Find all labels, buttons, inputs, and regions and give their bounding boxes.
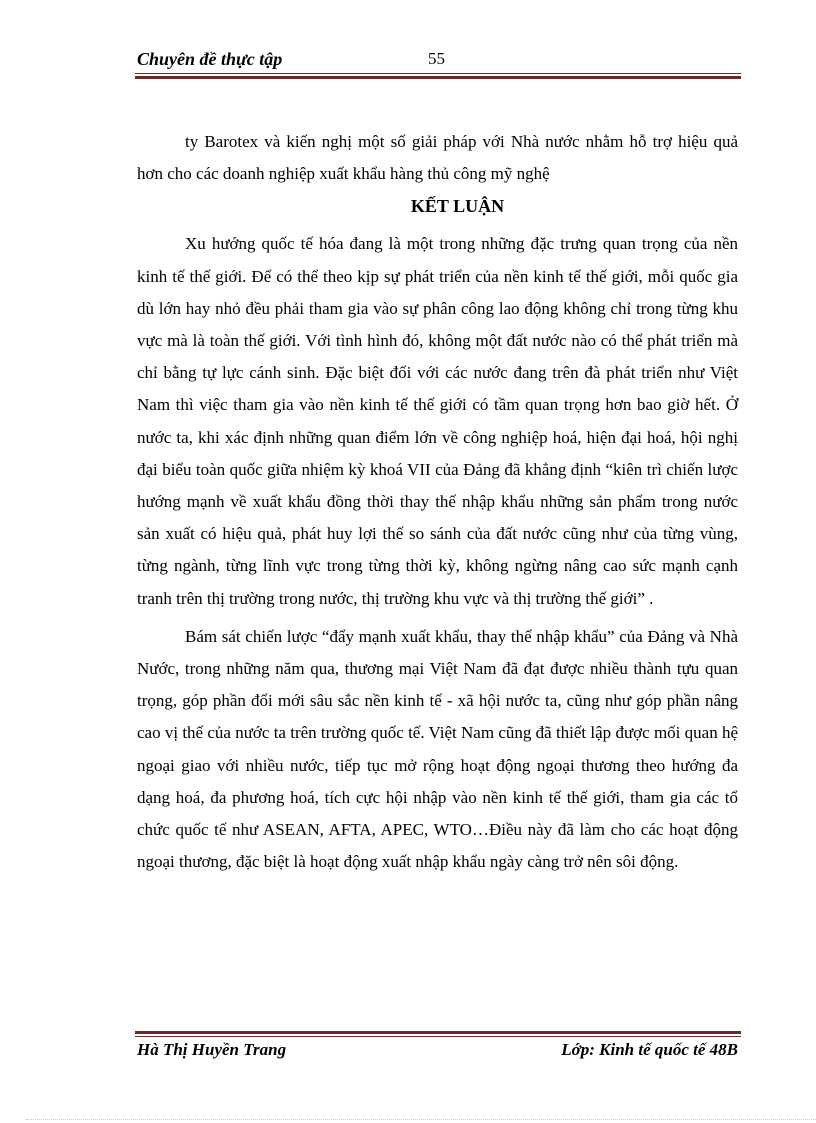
footer-rule-thin <box>135 1036 741 1037</box>
page-number: 55 <box>428 49 445 68</box>
paragraph-1: Xu hướng quốc tế hóa đang là một trong những đặc trưng quan trọng của nền kinh tế thế giới. Để có thể theo kịp sự phát triển của nền kinh tế thế giới, mỗi quốc gia dù lớn hay nhỏ đều phải tham gia vào sự phân công lao động không chỉ trong từng khu vực mà là toàn thế giới. Với tình hình đó, không một đất nước nào có thể phát triển mà chỉ bằng tự lực cánh sinh. Đặc biệt đối với các nước đang trên đà phát triển như Việt Nam thì việc tham gia vào nền kinh tế thế giới có tầm quan trọng hơn bao giờ hết. Ở nước ta, khi xác định những quan điểm lớn về công nghiệp hoá, hiện đại hoá, hội nghị đại biểu toàn quốc giữa nhiệm kỳ khoá VII của Đảng đã khẳng định “kiên trì chiến lược hướng mạnh về xuất khẩu đồng thời thay thế nhập khẩu những sản phẩm trong nước sản xuất có hiệu quả, phát huy lợi thế so sánh của đất nước cũng như của từng vùng, từng ngành, từng lĩnh vực trong từng thời kỳ, không ngừng nâng cao sức mạnh cạnh tranh trên thị trường trong nước, thị trường khu vực và thị trường thế giới” . <box>137 234 738 608</box>
header-rule-thick <box>135 76 741 79</box>
footer-class: Lớp: Kinh tế quốc tế 48B <box>561 1040 738 1059</box>
page-header <box>137 47 741 69</box>
page-edge-divider <box>26 1119 816 1120</box>
continuation-paragraph: ty Barotex và kiến nghị một số giải pháp với Nhà nước nhằm hỗ trợ hiệu quả hơn cho các doanh nghiệp xuất khẩu hàng thủ công mỹ nghệ <box>137 132 738 184</box>
paragraph-2: Bám sát chiến lược “đẩy mạnh xuất khẩu, thay thế nhập khẩu” của Đảng và Nhà Nước, trong những năm qua, thương mại Việt Nam đã đạt được nhiều thành tựu quan trọng, góp phần đổi mới sâu sắc nền kinh tế - xã hội nước ta, cũng như góp phần nâng cao vị thế của nước ta trên trường quốc tế. Việt Nam cũng đã thiết lập được mối quan hệ ngoại giao với nhiều nước, tiếp tục mở rộng hoạt động ngoại thương theo hướng đa dạng hoá, đa phương hoá, tích cực hội nhập vào nền kinh tế thế giới, tham gia các tổ chức quốc tế như ASEAN, AFTA, APEC, WTO…Điều này đã làm cho các hoạt động ngoại thương, đặc biệt là hoạt động xuất nhập khẩu ngày càng trở nên sôi động. <box>137 626 738 872</box>
footer-rule-thick <box>135 1031 741 1034</box>
footer-author: Hà Thị Huyền Trang <box>137 1040 287 1059</box>
section-heading: KẾT LUẬN <box>410 196 505 217</box>
header-rule-thin <box>135 73 741 74</box>
header-title: Chuyên đề thực tập <box>137 49 283 69</box>
document-body <box>137 126 738 878</box>
